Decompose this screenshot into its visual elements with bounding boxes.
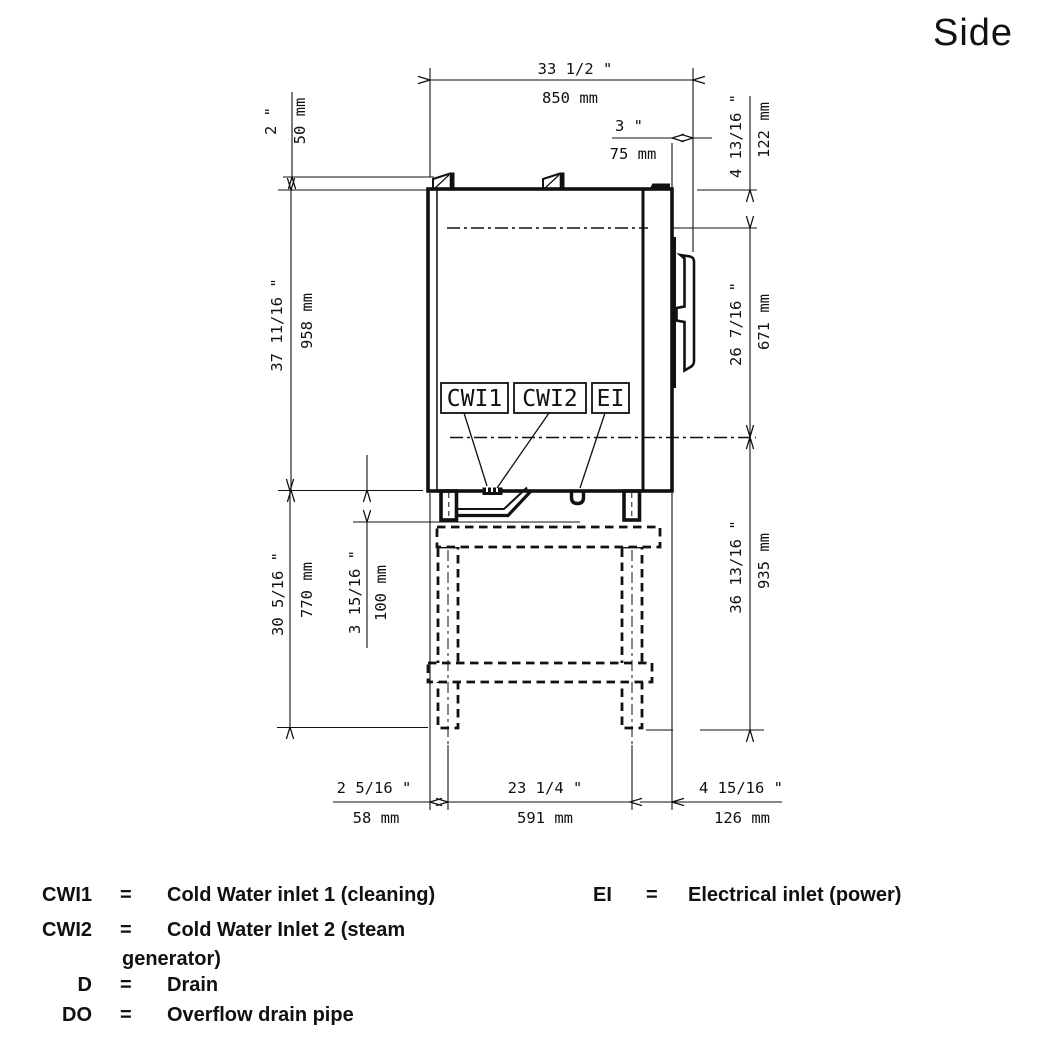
connection-labels <box>441 383 629 488</box>
dim-bracket-height-mm: 50 mm <box>291 97 309 145</box>
dim-top-to-center-in: 4 13/16 " <box>727 94 745 178</box>
left-foot <box>441 491 457 520</box>
dim-center-span-mm: 671 mm <box>755 294 773 350</box>
legend-eq: = <box>120 974 132 996</box>
legend-term-d: D <box>77 974 92 996</box>
view-title: Side <box>933 12 1014 54</box>
dim-foot-height-in: 3 15/16 " <box>346 550 364 634</box>
dim-right-offset-mm: 126 mm <box>714 809 770 827</box>
stand <box>428 527 660 745</box>
legend-eq: = <box>646 884 658 906</box>
ei-label: EI <box>596 386 625 412</box>
legend-def-cwi2: Cold Water Inlet 2 (steam <box>167 919 406 941</box>
stand-top-rail <box>437 527 660 547</box>
dim-under-clearance-mm: 770 mm <box>298 562 316 618</box>
dim-front-depth-mm: 75 mm <box>609 145 657 163</box>
cwi2-leader-line <box>497 413 549 488</box>
legend-term-cwi2: CWI2 <box>42 919 92 941</box>
door-handle <box>677 255 695 371</box>
oven-body <box>428 174 756 521</box>
legend-def-cwi1: Cold Water inlet 1 (cleaning) <box>167 884 436 906</box>
cwi1-label: CWI1 <box>446 386 503 412</box>
legend-term-do: DO <box>62 1004 92 1026</box>
dim-bracket-height-in: 2 " <box>262 107 280 135</box>
dim-right-offset-in: 4 15/16 " <box>699 779 783 797</box>
legend-def-ei: Electrical inlet (power) <box>688 884 902 906</box>
dim-connection-height-in: 36 13/16 " <box>727 520 745 614</box>
legend-def-cwi2-line2: generator) <box>122 948 221 970</box>
dim-leg-span-in: 23 1/4 " <box>507 779 583 797</box>
legend-eq: = <box>120 884 132 906</box>
dim-center-span-in: 26 7/16 " <box>727 282 745 366</box>
dim-under-clearance-in: 30 5/16 " <box>269 552 287 636</box>
legend-eq: = <box>120 1004 132 1026</box>
cwi1-connector <box>483 488 503 496</box>
dim-body-height-in: 37 11/16 " <box>268 278 286 372</box>
right-foot <box>624 491 640 520</box>
legend-eq: = <box>120 919 132 941</box>
cwi2-label: CWI2 <box>522 386 578 412</box>
ei-leader-line <box>580 413 605 488</box>
legend-term-cwi1: CWI1 <box>42 884 92 906</box>
dimension-texts <box>262 60 783 827</box>
cwi1-leader-line <box>464 413 487 486</box>
extension-lines <box>277 68 764 810</box>
dim-body-height-mm: 958 mm <box>298 293 316 349</box>
dim-leg-span-mm: 591 mm <box>517 809 573 827</box>
dim-top-width-in: 33 1/2 " <box>537 60 613 78</box>
legend-def-d: Drain <box>167 974 219 996</box>
dim-connection-height-mm: 935 mm <box>755 533 773 589</box>
dim-top-to-center-mm: 122 mm <box>755 102 773 158</box>
legend-def-do: Overflow drain pipe <box>167 1004 354 1026</box>
dim-left-offset-in: 2 5/16 " <box>336 779 412 797</box>
dim-top-width-mm: 850 mm <box>542 89 598 107</box>
dim-front-depth-in: 3 " <box>615 117 643 135</box>
legend-term-ei: EI <box>593 884 612 906</box>
stand-cross-rail <box>428 663 652 682</box>
mounting-tab <box>649 184 670 191</box>
dim-foot-height-mm: 100 mm <box>372 565 390 621</box>
dim-left-offset-mm: 58 mm <box>352 809 400 827</box>
